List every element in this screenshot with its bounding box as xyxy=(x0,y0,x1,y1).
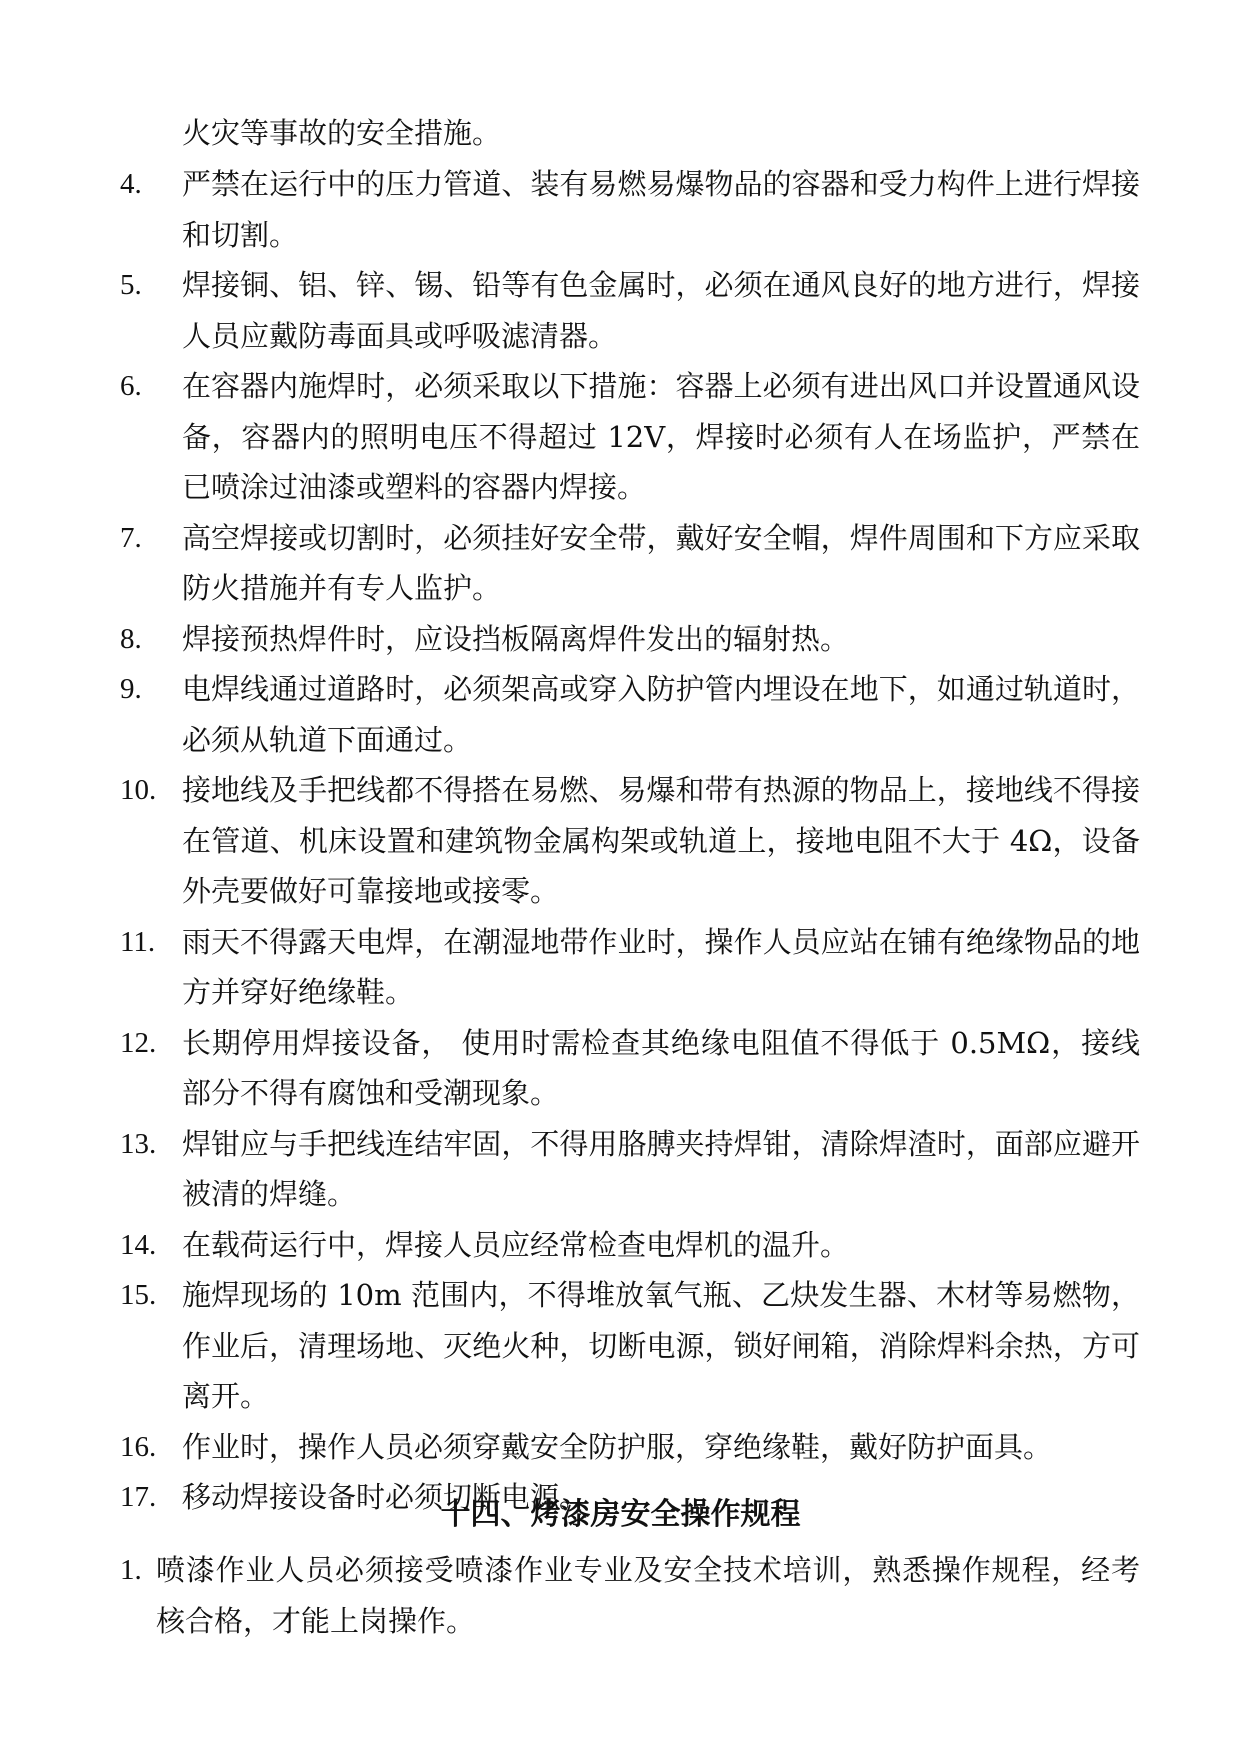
item-text: 电焊线通过道路时，必须架高或穿入防护管内埋设在地下，如通过轨道时，必须从轨道下面通过。 xyxy=(182,672,1140,757)
list-item xyxy=(120,1545,1140,1646)
item-text: 在载荷运行中，焊接人员应经常检查电焊机的温升。 xyxy=(182,1227,850,1262)
item-text: 焊接预热焊件时，应设挡板隔离焊件发出的辐射热。 xyxy=(182,621,850,656)
item-text: 雨天不得露天电焊，在潮湿地带作业时，操作人员应站在铺有绝缘物品的地方并穿好绝缘鞋。 xyxy=(182,924,1140,1009)
item-number: 11. xyxy=(120,925,156,958)
list-item xyxy=(120,1422,1140,1473)
item-text: 移动焊接设备时必须切断电源。 xyxy=(182,1480,589,1514)
item-text: 作业时，操作人员必须穿戴安全防护服，穿绝缘鞋，戴好防护面具。 xyxy=(182,1429,1053,1464)
item-text: 喷漆作业人员必须接受喷漆作业专业及安全技术培训，熟悉操作规程，经考核合格，才能上岗操作。 xyxy=(156,1553,1140,1638)
item-number: 6. xyxy=(120,370,142,402)
list-item xyxy=(120,765,1140,917)
item-number: 17. xyxy=(120,1481,157,1513)
item-text: 焊接铜、铝、锌、锡、铅等有色金属时，必须在通风良好的地方进行，焊接人员应戴防毒面具或呼吸滤清器。 xyxy=(182,268,1140,353)
list-item xyxy=(120,260,1140,361)
item-number: 1. xyxy=(120,1554,142,1586)
list-item xyxy=(120,917,1140,1018)
list-item xyxy=(120,614,1140,665)
item-number: 8. xyxy=(120,622,142,655)
item-number: 12. xyxy=(120,1026,157,1059)
item-number: 4. xyxy=(120,168,142,200)
spray-booth-rules-list xyxy=(120,1545,1140,1646)
item-number: 5. xyxy=(120,269,142,301)
item-number: 16. xyxy=(120,1430,157,1463)
section-heading: 十四、烤漆房安全操作规程 xyxy=(440,1497,801,1532)
item-number: 13. xyxy=(120,1127,157,1160)
item-text: 长期停用焊接设备， 使用时需检查其绝缘电阻值不得低于 0.5MΩ，接线部分不得有腐蚀和受潮现象。 xyxy=(182,1025,1140,1110)
list-item xyxy=(120,513,1140,614)
item-number: 7. xyxy=(120,521,142,554)
list-item xyxy=(120,664,1140,765)
list-item xyxy=(120,1270,1140,1422)
item-text: 严禁在运行中的压力管道、装有易燃易爆物品的容器和受力构件上进行焊接和切割。 xyxy=(182,167,1140,252)
item-text: 接地线及手把线都不得搭在易燃、易爆和带有热源的物品上，接地线不得接在管道、机床设置和建筑物金属构架或轨道上，接地电阻不大于 4Ω，设备外壳要做好可靠接地或接零。 xyxy=(182,773,1140,908)
item-number: 10. xyxy=(120,774,157,806)
list-item xyxy=(120,1018,1140,1119)
list-item xyxy=(120,361,1140,513)
item-number: 14. xyxy=(120,1228,157,1261)
item-number: 15. xyxy=(120,1279,157,1311)
continued-paragraph: 火灾等事故的安全措施。 xyxy=(182,116,502,150)
list-item xyxy=(120,1220,1140,1271)
item-text: 焊钳应与手把线连结牢固，不得用胳膊夹持焊钳，清除焊渣时，面部应避开被清的焊缝。 xyxy=(182,1126,1140,1211)
item-text: 高空焊接或切割时，必须挂好安全带，戴好安全帽，焊件周围和下方应采取防火措施并有专人监护。 xyxy=(182,520,1140,605)
list-item xyxy=(120,159,1140,260)
item-text: 在容器内施焊时，必须采取以下措施：容器上必须有进出风口并设置通风设备，容器内的照明电压不得超过 12V，焊接时必须有人在场监护，严禁在已喷涂过油漆或塑料的容器内焊接。 xyxy=(182,369,1140,504)
item-number: 9. xyxy=(120,673,142,705)
welding-rules-list xyxy=(120,159,1140,1523)
list-item xyxy=(120,1119,1140,1220)
item-text: 施焊现场的 10m 范围内，不得堆放氧气瓶、乙炔发生器、木材等易燃物，作业后，清理场地、灭绝火种，切断电源，锁好闸箱，消除焊料余热，方可离开。 xyxy=(182,1278,1140,1413)
